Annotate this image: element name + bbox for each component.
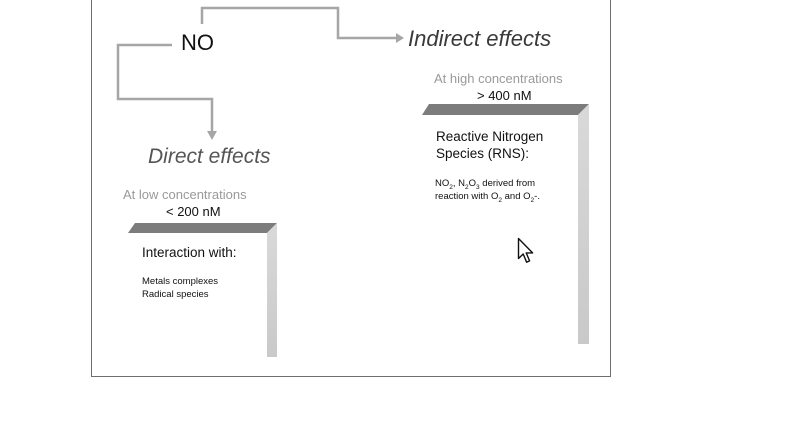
high-concentration-label: At high concentrations [434, 71, 563, 86]
indirect-heading-line2: Species (RNS): [436, 146, 530, 161]
direct-effects-panel [128, 223, 277, 357]
panel-side-shadow [578, 104, 589, 344]
direct-effects-title: Direct effects [148, 145, 271, 168]
panel-top-bar [422, 104, 589, 115]
indirect-effects-panel [422, 104, 589, 344]
direct-item-metals: Metals complexes [142, 276, 219, 287]
indirect-panel-detail [435, 177, 540, 203]
panel-top-bar [128, 223, 277, 233]
direct-panel-heading: Interaction with: [142, 245, 237, 260]
direct-panel-items [142, 275, 218, 301]
arrowhead-indirect [396, 33, 404, 43]
high-concentration-value: > 400 nM [477, 88, 532, 103]
arrowhead-direct [207, 131, 217, 140]
connector-to-direct [118, 45, 212, 132]
direct-item-radicals: Radical species [142, 289, 209, 300]
connector-to-indirect [202, 8, 398, 38]
rns-line1: $NO_2$, $N_2O_3$ derived from [435, 178, 536, 191]
rns-line2: reaction with $O_2$ and $O_2-$. [435, 191, 540, 204]
low-concentration-value: < 200 nM [166, 204, 221, 219]
low-concentration-label: At low concentrations [123, 187, 247, 202]
arrow-cursor-icon [517, 237, 537, 265]
indirect-effects-title: Indirect effects [408, 26, 552, 51]
panel-side-shadow [267, 223, 277, 357]
indirect-panel-heading [436, 128, 543, 162]
no-root-label: NO [181, 30, 214, 55]
indirect-heading-line1: Reactive Nitrogen [436, 129, 544, 144]
